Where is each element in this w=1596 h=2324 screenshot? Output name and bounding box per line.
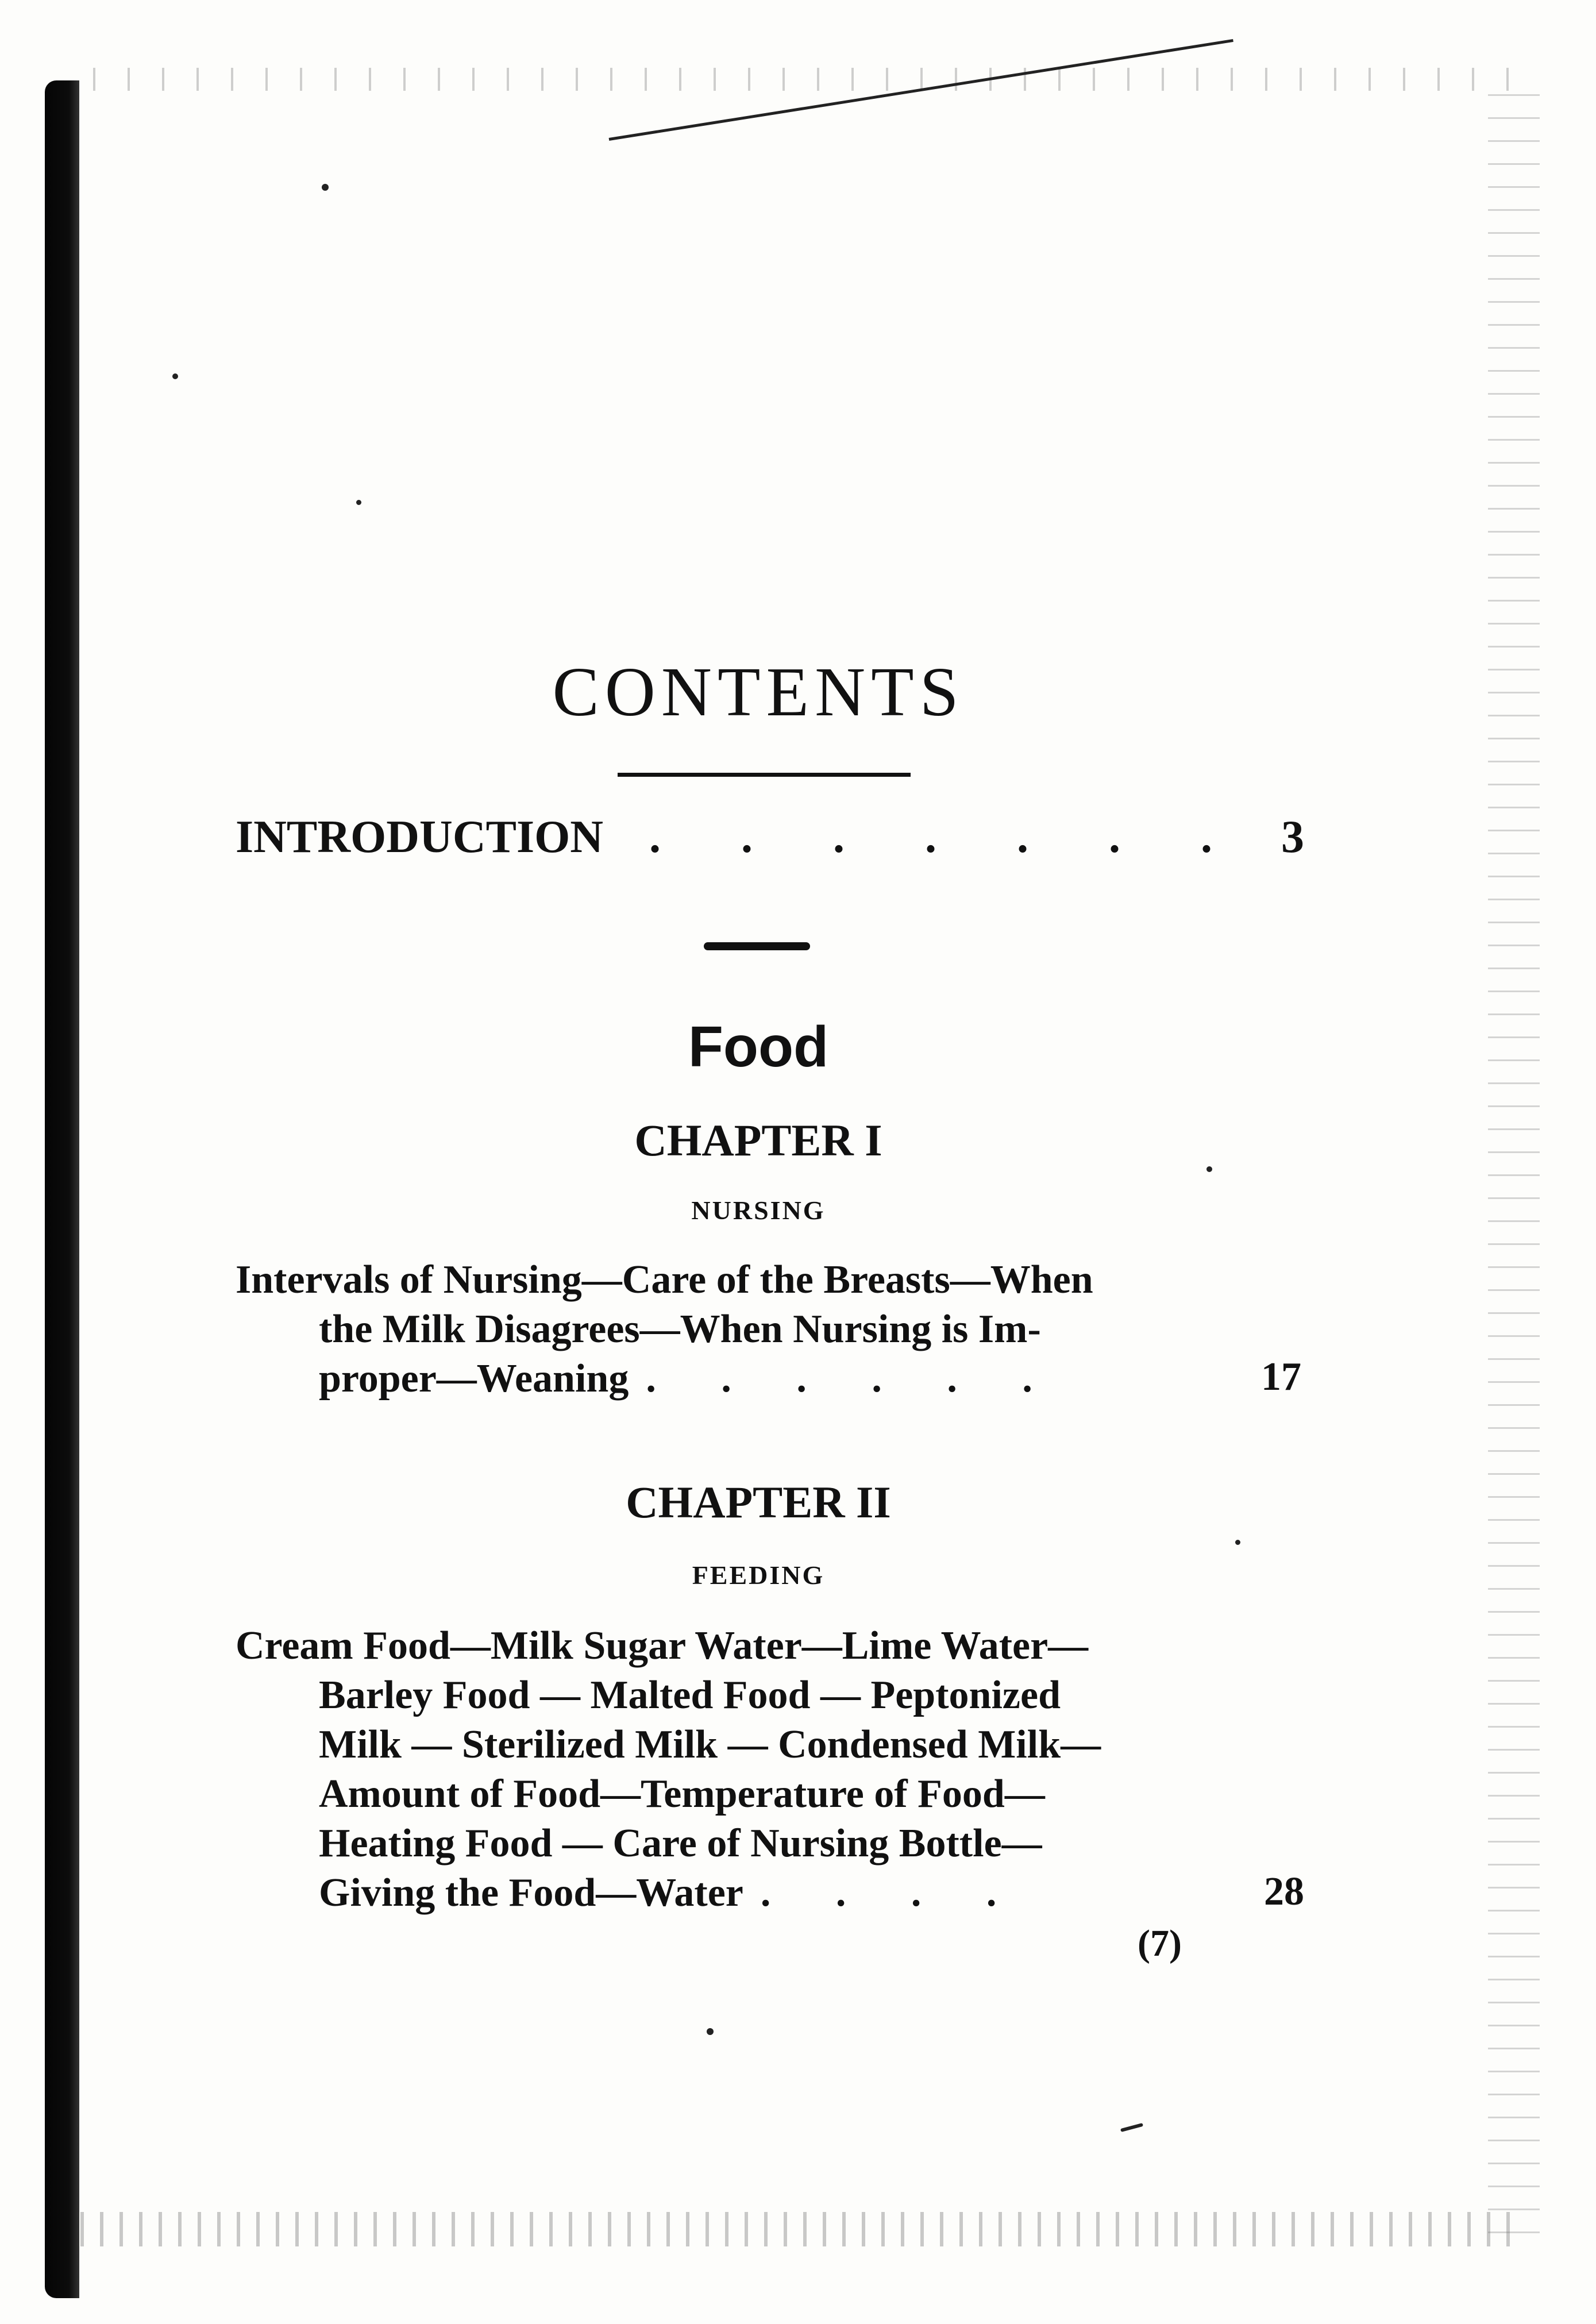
introduction-label: INTRODUCTION: [236, 812, 604, 862]
introduction-leader-dots: . . . . . . .: [649, 812, 1247, 862]
scan-speck: [1235, 1540, 1240, 1545]
chapter-1-last-line: [236, 1354, 1155, 1404]
section-heading-food: Food: [688, 1015, 829, 1079]
chapter-2-line: Giving the Food—Water: [319, 1871, 743, 1915]
chapter-2-leader-dots: . . . .: [760, 1871, 1024, 1915]
chapter-1-line: the Milk Disagrees—When Nursing is Im-: [319, 1307, 1041, 1351]
chapter-2-line: Cream Food—Milk Sugar Water—Lime Water—: [236, 1624, 1089, 1668]
chapter-1-heading: CHAPTER I: [634, 1115, 882, 1165]
chapter-1-subtitle: NURSING: [691, 1196, 826, 1225]
chapter-2-heading: CHAPTER II: [626, 1477, 891, 1527]
scan-speck: [172, 373, 178, 379]
chapter-2-page-number: 28: [1264, 1870, 1304, 1914]
scan-speck: [1206, 1166, 1212, 1172]
contents-title: CONTENTS: [552, 653, 965, 731]
bottom-page-edge: [75, 2212, 1522, 2246]
scan-speck: [707, 2028, 714, 2035]
chapter-1-entry: [236, 1255, 1155, 1404]
scan-speck: [322, 184, 329, 191]
chapter-1-line: Intervals of Nursing—Care of the Breasts—When: [236, 1258, 1093, 1302]
book-spine-edge: [45, 80, 79, 2298]
chapter-2-entry: [236, 1621, 1155, 1918]
title-rule: [618, 773, 911, 777]
chapter-2-line: Heating Food — Care of Nursing Bottle—: [319, 1821, 1042, 1866]
chapter-2-line: Amount of Food—Temperature of Food—: [319, 1772, 1045, 1816]
page-folio: (7): [1138, 1922, 1182, 1964]
chapter-2-line: Milk — Sterilized Milk — Condensed Milk—: [319, 1722, 1101, 1767]
section-divider: [704, 942, 810, 950]
chapter-2-line: Barley Food — Malted Food — Peptonized: [319, 1673, 1061, 1717]
introduction-entry: [236, 811, 1304, 874]
top-page-edge: [80, 68, 1528, 91]
chapter-2-subtitle: FEEDING: [692, 1560, 825, 1590]
scan-speck: [356, 500, 361, 505]
chapter-1-leader-dots: . . . . . .: [646, 1356, 1060, 1401]
chapter-1-line: proper—Weaning: [319, 1356, 629, 1401]
introduction-page-number: 3: [1281, 812, 1304, 862]
chapter-2-last-line: [236, 1868, 1155, 1918]
chapter-1-page-number: 17: [1261, 1355, 1301, 1399]
scan-speck: [1120, 2123, 1143, 2132]
